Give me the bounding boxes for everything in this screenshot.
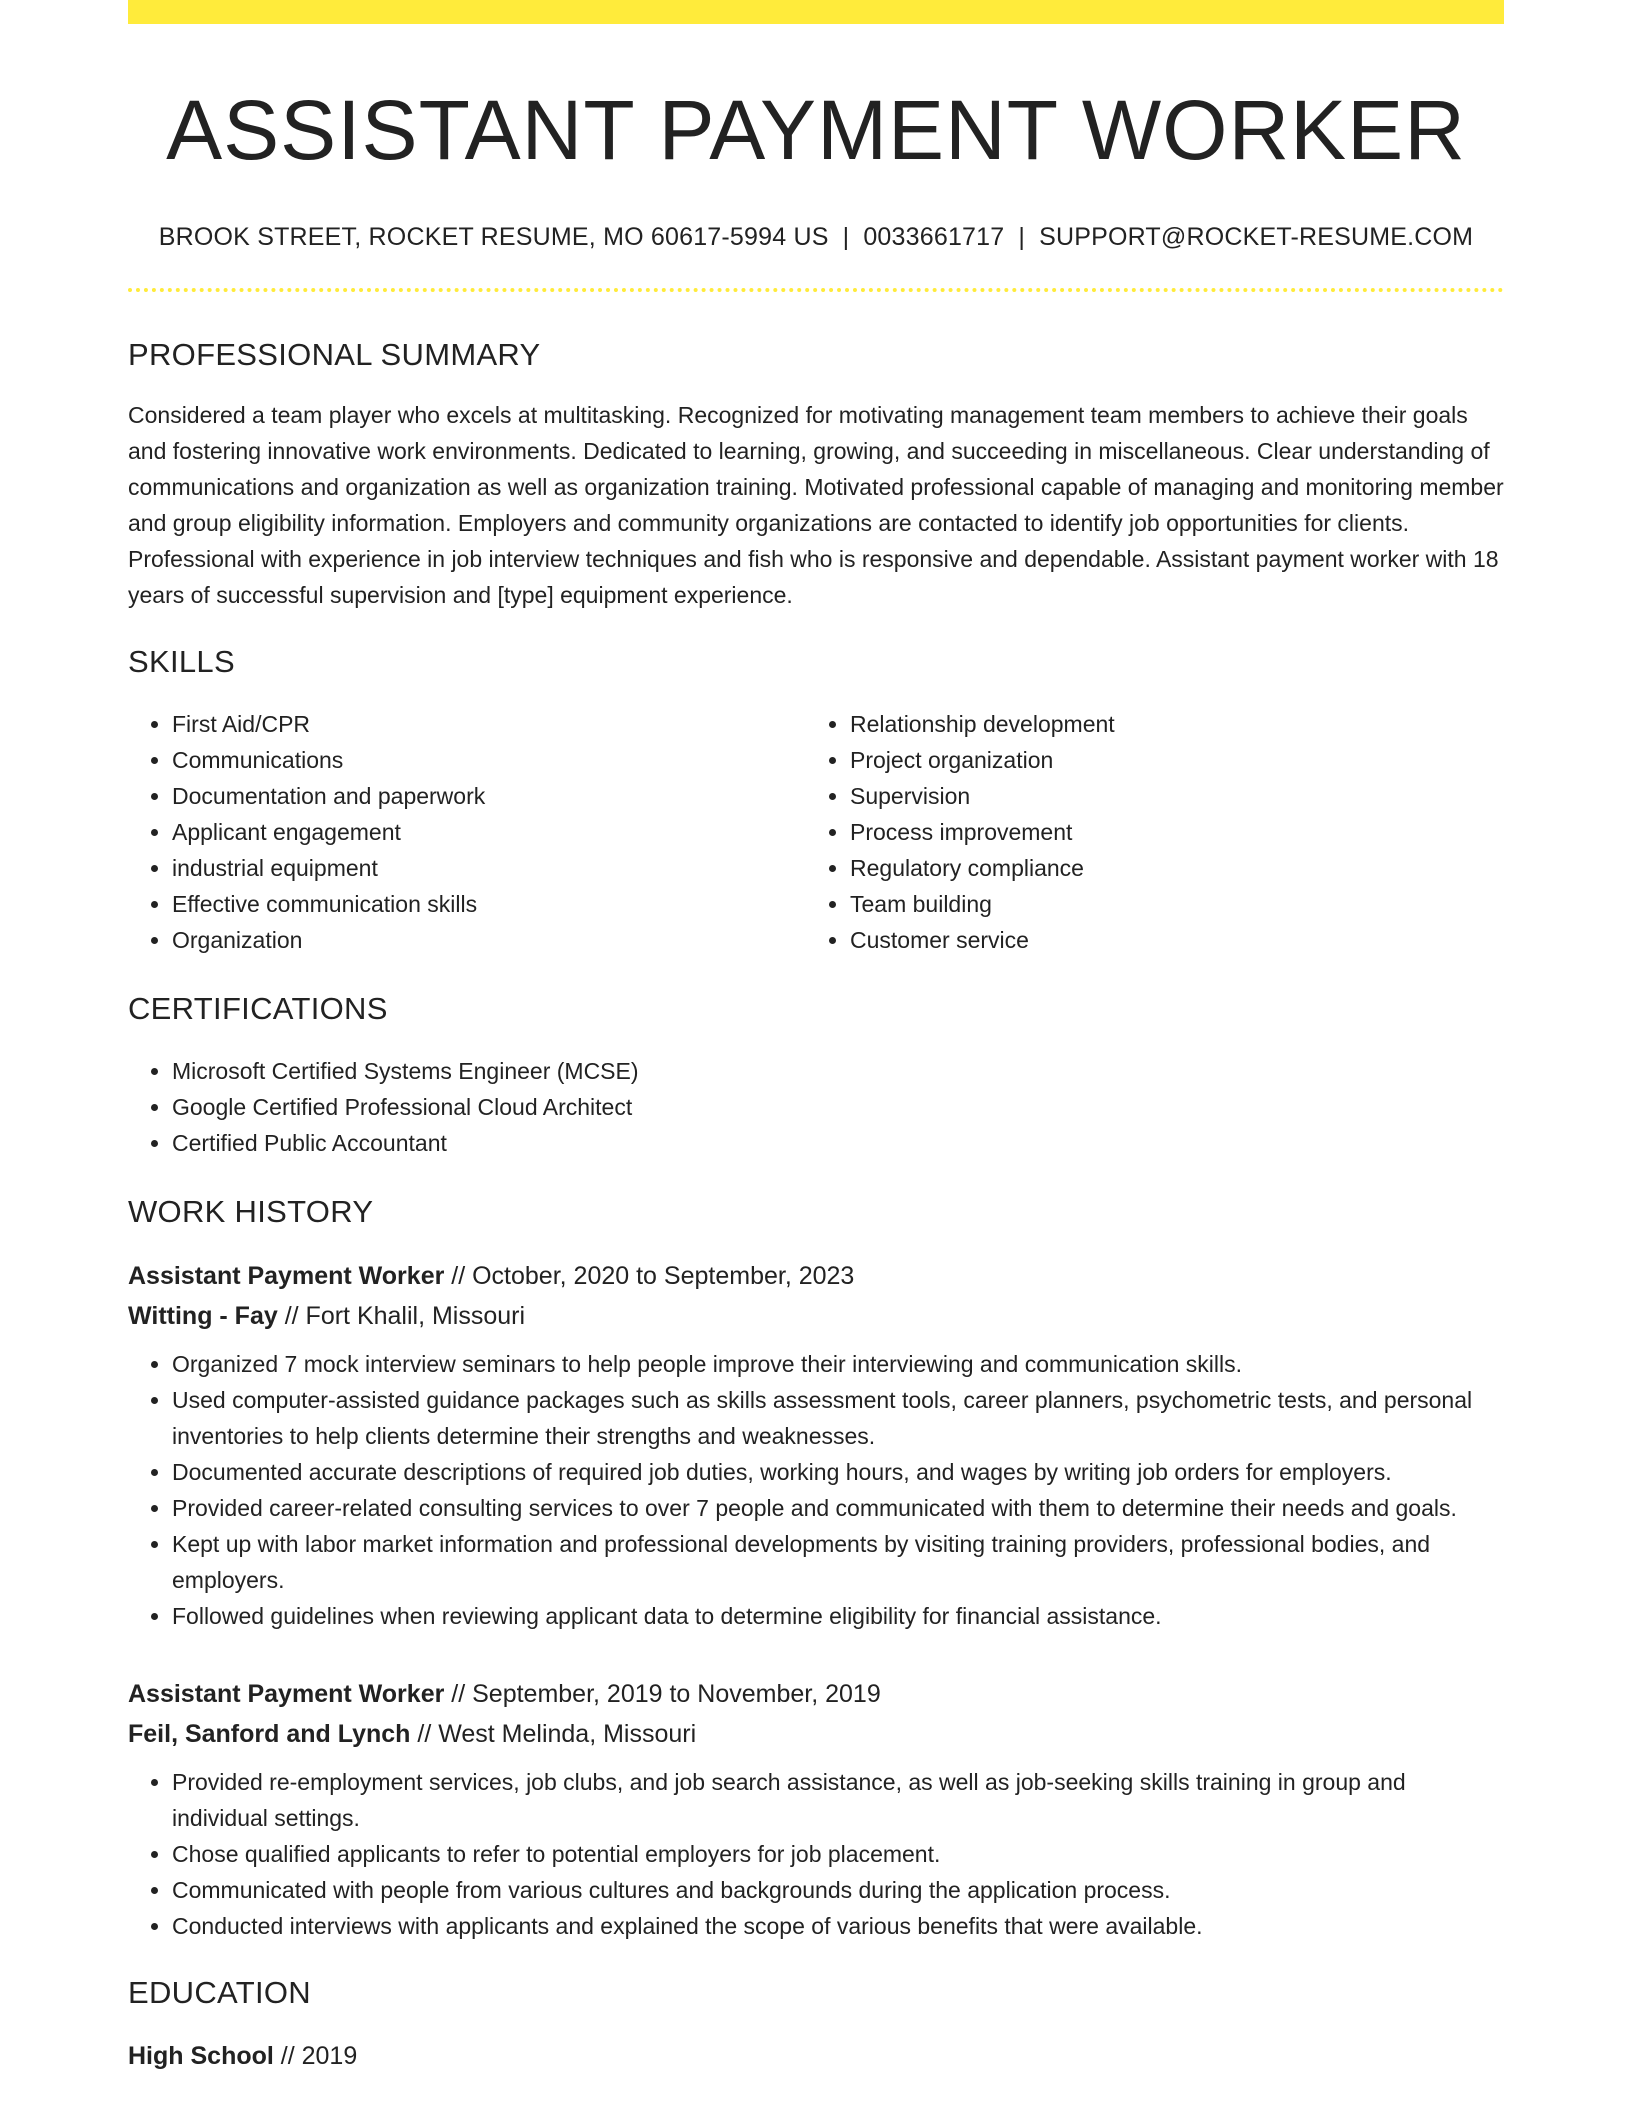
job-title-line <box>128 1674 1504 1714</box>
candidate-name: ASSISTANT PAYMENT WORKER <box>166 83 1466 177</box>
job-role: Assistant Payment Worker <box>128 1680 445 1709</box>
skill-item: • First Aid/CPR <box>172 706 806 742</box>
skills-list-right <box>806 706 1484 958</box>
contact-separator: | <box>842 222 850 251</box>
skill-item: • Relationship development <box>850 706 1484 742</box>
job-duty: • Kept up with labor market information and professional developments by visiting training providers, professional bodies, and employers. <box>172 1526 1504 1598</box>
contact-separator: | <box>1018 222 1026 251</box>
skill-item: • Regulatory compliance <box>850 850 1484 886</box>
education-school: High School <box>128 2041 274 2070</box>
education-entry <box>128 2036 1504 2076</box>
job-duty: • Provided career-related consulting services to over 7 people and communicated with them to determine their needs and goals. <box>172 1490 1504 1526</box>
job-duty: • Chose qualified applicants to refer to potential employers for job placement. <box>172 1836 1504 1872</box>
email: SUPPORT@ROCKET-RESUME.COM <box>1039 222 1474 251</box>
skill-item: • industrial equipment <box>172 850 806 886</box>
job-duty: • Used computer-assisted guidance packages such as skills assessment tools, career planners, psychometric tests, and personal inventories to help clients determine their strengths and weaknesses. <box>172 1382 1504 1454</box>
job-duty: • Documented accurate descriptions of required job duties, working hours, and wages by writing job orders for employers. <box>172 1454 1504 1490</box>
skill-item: • Communications <box>172 742 806 778</box>
job-company: Feil, Sanford and Lynch <box>128 1720 411 1749</box>
summary-heading: PROFESSIONAL SUMMARY <box>128 336 541 372</box>
skill-item: • Project organization <box>850 742 1484 778</box>
work-history-heading: WORK HISTORY <box>128 1194 374 1230</box>
education-year: // 2019 <box>273 2041 358 2070</box>
certifications-list <box>128 1053 1504 1161</box>
summary-text: Considered a team player who excels at multitasking. Recognized for motivating management team members to achieve their goals and fostering innovative work environments. Dedicated to learning, growing, and succeeding in miscellaneous. Clear understanding of communications and organization as well as organization training. Motivated professional capable of managing and monitoring member and group eligibility information. Employers and community organizations are contacted to identify job opportunities for clients. Professional with experience in job interview techniques and fish who is responsive and dependable. Assistant payment worker with 18 years of successful supervision and [type] equipment experience. <box>128 401 1504 608</box>
job-company: Witting - Fay <box>128 1302 278 1331</box>
skills-heading: SKILLS <box>128 643 235 679</box>
resume-page <box>128 0 1504 2076</box>
job-company-line <box>128 1714 1504 1754</box>
skill-item: • Organization <box>172 922 806 958</box>
skill-item: • Team building <box>850 886 1484 922</box>
skill-item: • Applicant engagement <box>172 814 806 850</box>
job-location: // Fort Khalil, Missouri <box>277 1302 526 1331</box>
job-entry <box>128 1256 1504 1634</box>
skill-item: • Effective communication skills <box>172 886 806 922</box>
phone: 0033661717 <box>863 222 1005 251</box>
skill-item: • Supervision <box>850 778 1484 814</box>
job-location: // West Melinda, Missouri <box>410 1720 697 1749</box>
job-role: Assistant Payment Worker <box>128 1262 445 1291</box>
job-entry <box>128 1674 1504 1944</box>
job-dates: // October, 2020 to September, 2023 <box>444 1262 855 1291</box>
job-duties-list <box>128 1346 1504 1634</box>
contact-line <box>128 223 1504 252</box>
job-duty: • Organized 7 mock interview seminars to help people improve their interviewing and communication skills. <box>172 1346 1504 1382</box>
job-duty: • Followed guidelines when reviewing applicant data to determine eligibility for financial assistance. <box>172 1598 1504 1634</box>
skill-item: • Customer service <box>850 922 1484 958</box>
skills-grid <box>128 706 1504 958</box>
job-duty: • Communicated with people from various cultures and backgrounds during the application process. <box>172 1872 1504 1908</box>
job-duties-list <box>128 1764 1504 1944</box>
skills-list-left <box>128 706 806 958</box>
education-heading: EDUCATION <box>128 1975 311 2011</box>
job-company-line <box>128 1296 1504 1336</box>
skill-item: • Documentation and paperwork <box>172 778 806 814</box>
job-duty: • Provided re-employment services, job clubs, and job search assistance, as well as job-seeking skills training in group and individual settings. <box>172 1764 1504 1836</box>
certification-item: • Microsoft Certified Systems Engineer (MCSE) <box>172 1053 1504 1089</box>
certification-item: • Google Certified Professional Cloud Architect <box>172 1089 1504 1125</box>
dotted-divider <box>128 288 1504 292</box>
accent-bar <box>128 0 1504 24</box>
job-dates: // September, 2019 to November, 2019 <box>444 1680 881 1709</box>
certification-item: • Certified Public Accountant <box>172 1125 1504 1161</box>
address: BROOK STREET, ROCKET RESUME, MO 60617-5994 US <box>158 222 829 251</box>
certifications-heading: CERTIFICATIONS <box>128 990 388 1026</box>
job-title-line <box>128 1256 1504 1296</box>
job-duty: • Conducted interviews with applicants and explained the scope of various benefits that were available. <box>172 1908 1504 1944</box>
skill-item: • Process improvement <box>850 814 1484 850</box>
